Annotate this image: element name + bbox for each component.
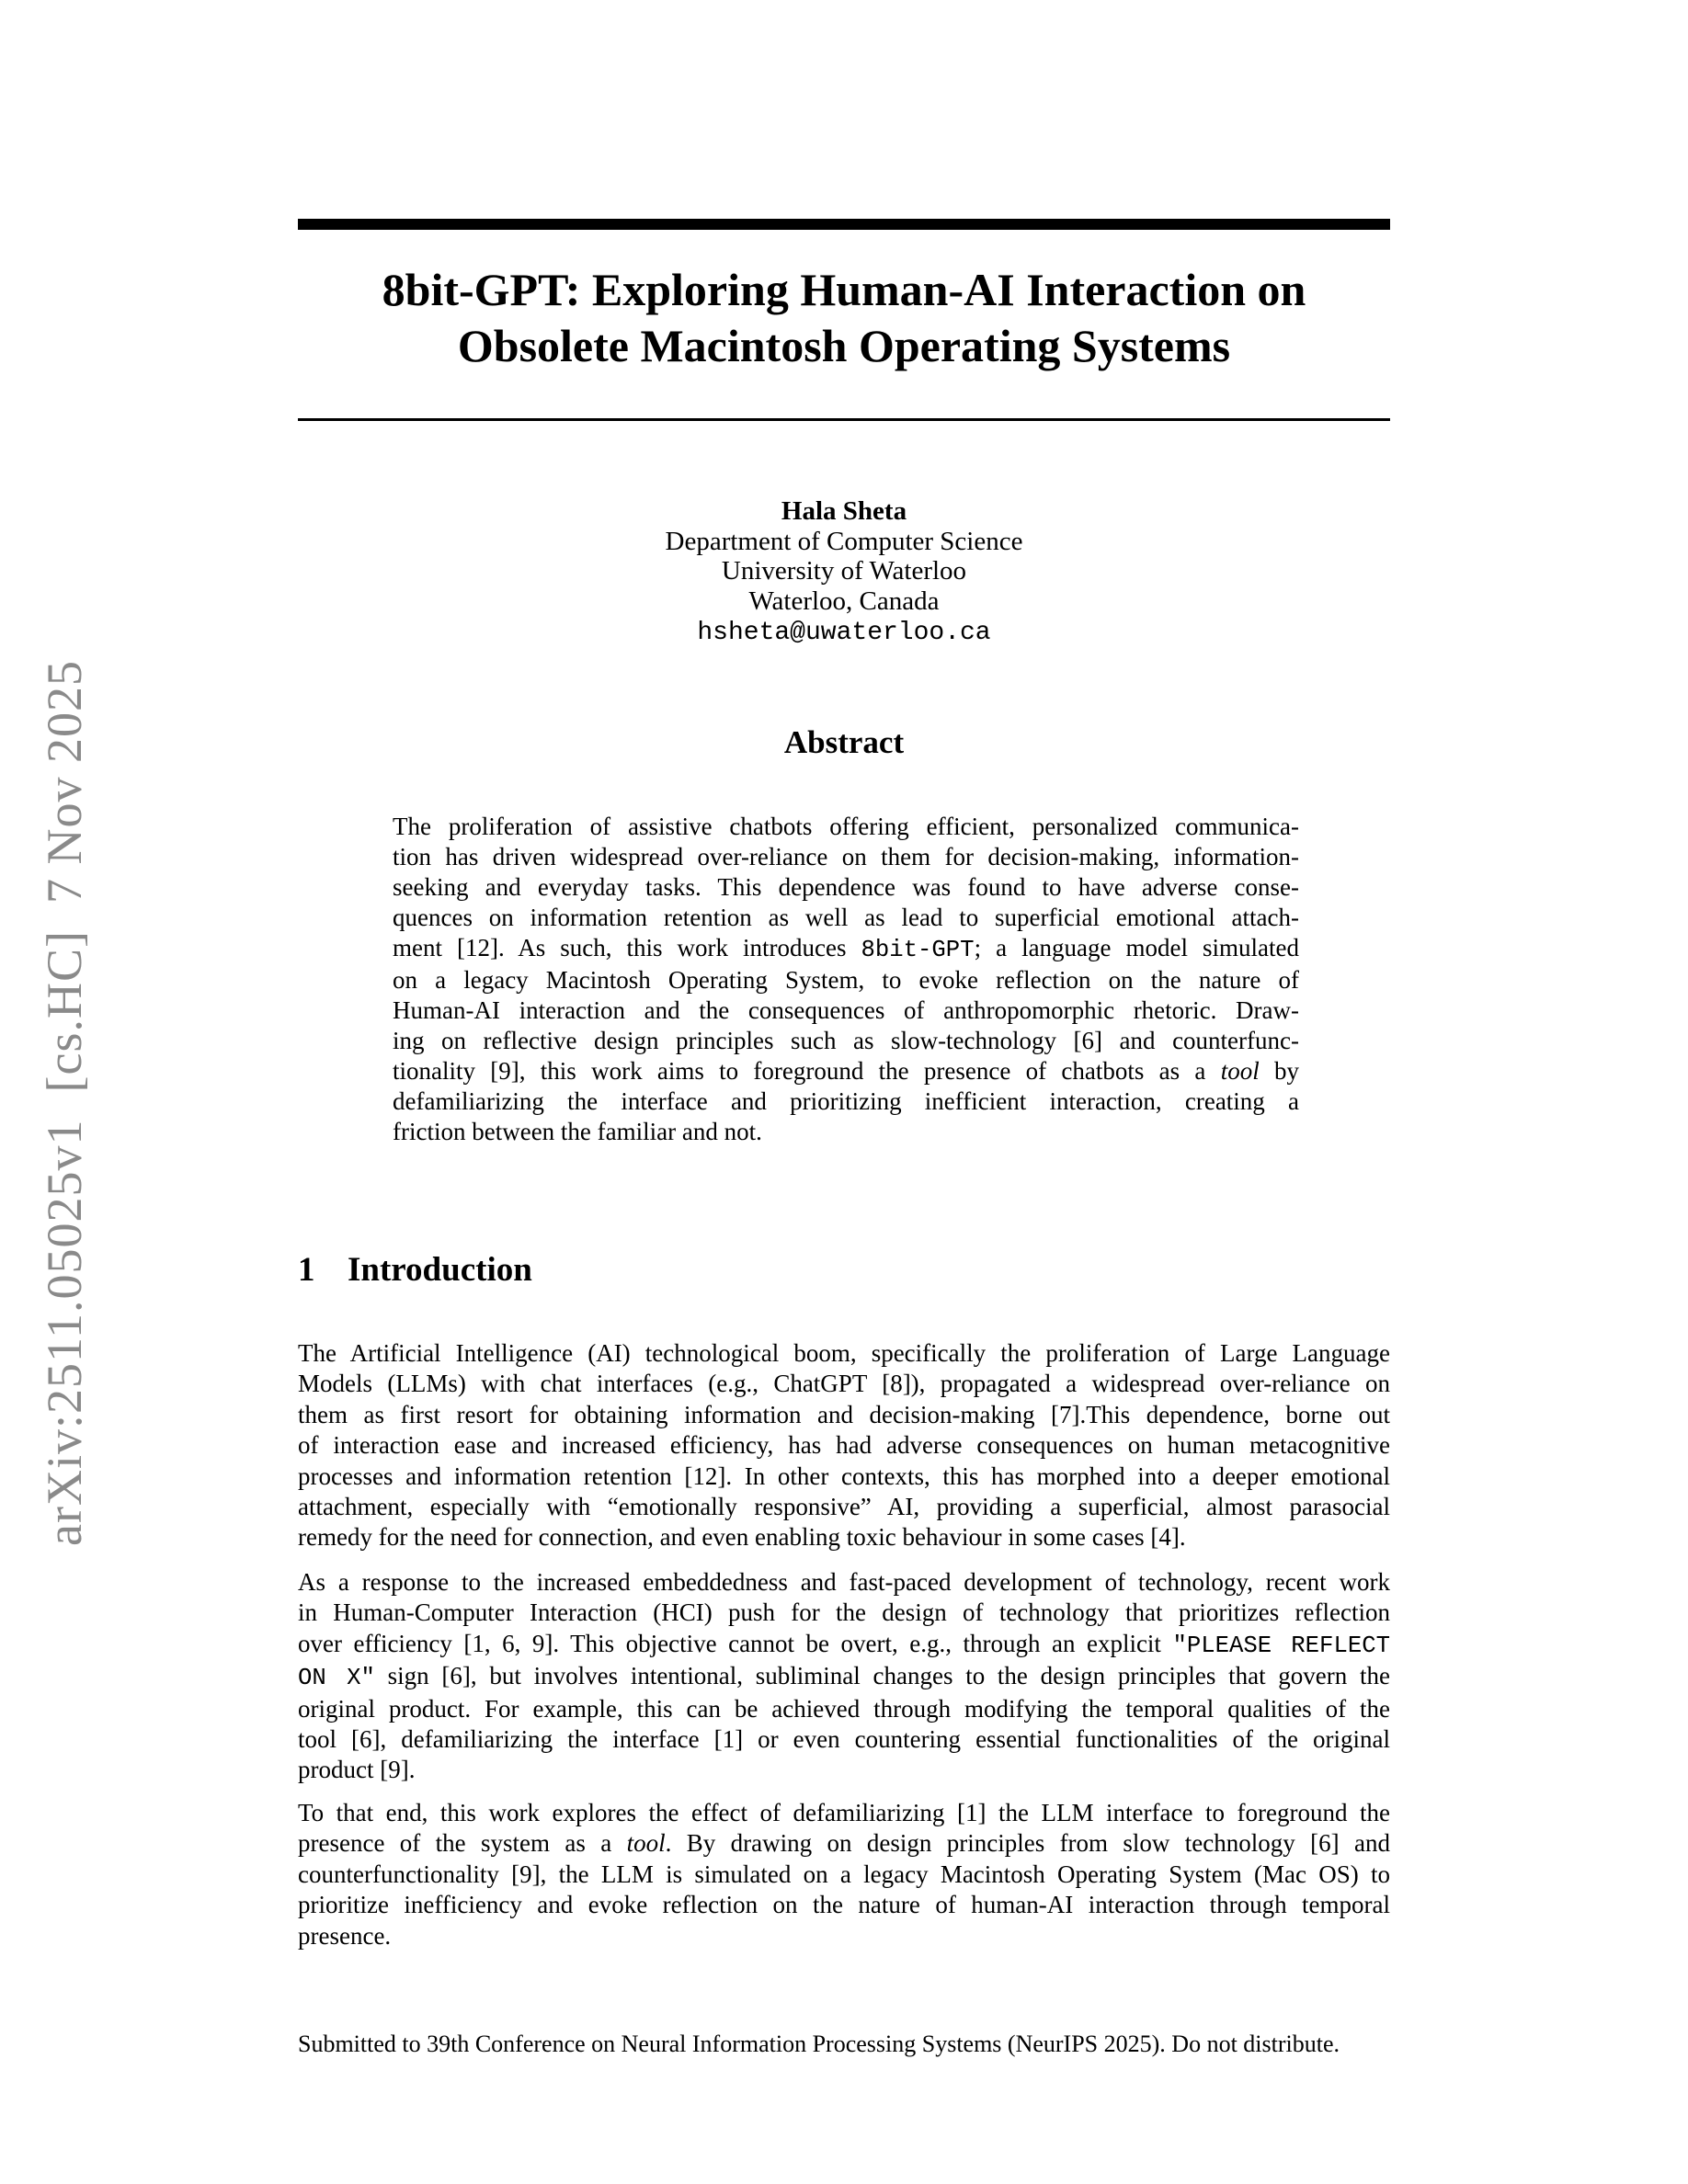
- paper-title-line2: Obsolete Macintosh Operating Systems: [457, 320, 1231, 371]
- text-line: processes and information retention [12]. In other contexts, this has morphed into a deeper emotional: [298, 1462, 1390, 1490]
- text-line: The Artificial Intelligence (AI) technological boom, specifically the proliferation of Large Language: [298, 1339, 1390, 1367]
- text-line: tion has driven widespread over-reliance on them for decision-making, information-: [393, 843, 1299, 870]
- text-line: in Human-Computer Interaction (HCI) push for the design of technology that prioritizes reflection: [298, 1598, 1390, 1627]
- title-rule-bottom: [298, 418, 1390, 421]
- text-line: ON X" sign [6], but involves intentional, subliminal changes to the design principles that govern the: [298, 1662, 1390, 1692]
- text-line: on a legacy Macintosh Operating System, to evoke reflection on the nature of: [393, 966, 1299, 994]
- author-department: Department of Computer Science: [665, 526, 1023, 556]
- text-line: prioritize inefficiency and evoke reflection on the nature of human-AI interaction through temporal: [298, 1891, 1390, 1919]
- text-line: remedy for the need for connection, and even enabling toxic behaviour in some cases [4].: [298, 1523, 1186, 1552]
- text-line: original product. For example, this can be achieved through modifying the temporal qualities of the: [298, 1694, 1390, 1723]
- section-heading-introduction: [298, 1250, 1390, 1290]
- author-block: [298, 496, 1390, 649]
- text-line: friction between the familiar and not.: [393, 1118, 762, 1145]
- text-line: The proliferation of assistive chatbots offering efficient, personalized communica-: [393, 813, 1299, 840]
- author-university: University of Waterloo: [721, 556, 967, 586]
- paper-title-line1: 8bit-GPT: Exploring Human-AI Interaction on: [382, 264, 1306, 315]
- text-line: of interaction ease and increased efficiency, has had adverse consequences on human metacognitive: [298, 1431, 1390, 1460]
- text-line: attachment, especially with “emotionally responsive” AI, providing a superficial, almost parasocial: [298, 1493, 1390, 1521]
- section-number: 1: [298, 1251, 315, 1289]
- text-line: tionality [9], this work aims to foreground the presence of chatbots as a tool by: [393, 1057, 1299, 1085]
- author-email: hsheta@uwaterloo.ca: [697, 619, 991, 647]
- author-name: Hala Sheta: [781, 496, 907, 526]
- text-line: over efficiency [1, 6, 9]. This objective cannot be overt, e.g., through an explicit "PLEASE REFLECT: [298, 1629, 1390, 1659]
- paper-title: [298, 262, 1390, 374]
- text-line: them as first resort for obtaining information and decision-making [7].This dependence, borne out: [298, 1400, 1390, 1428]
- author-location: Waterloo, Canada: [748, 586, 940, 616]
- text-line: ing on reflective design principles such as slow-technology [6] and counterfunc-: [393, 1027, 1299, 1054]
- text-line: quences on information retention as well as lead to superficial emotional attach-: [393, 904, 1299, 931]
- text-line: seeking and everyday tasks. This dependence was found to have adverse conse-: [393, 873, 1299, 901]
- text-line: presence of the system as a tool. By drawing on design principles from slow technology [6] and: [298, 1829, 1390, 1858]
- text-line: tool [6], defamiliarizing the interface [1] or even countering essential functionalities of the original: [298, 1725, 1390, 1754]
- text-line: defamiliarizing the interface and prioritizing inefficient interaction, creating a: [393, 1087, 1299, 1115]
- text-line: product [9].: [298, 1756, 416, 1784]
- section-title: Introduction: [348, 1251, 532, 1289]
- text-line: counterfunctionality [9], the LLM is simulated on a legacy Macintosh Operating System (Mac OS) to: [298, 1860, 1390, 1888]
- text-line: Models (LLMs) with chat interfaces (e.g., ChatGPT [8]), propagated a widespread over-reliance on: [298, 1370, 1390, 1398]
- title-rule-top: [298, 219, 1390, 230]
- submission-notice: Submitted to 39th Conference on Neural Information Processing Systems (NeurIPS 2025). Do not distribute.: [298, 2030, 1340, 2057]
- intro-paragraph-3: [298, 1798, 1390, 1951]
- intro-paragraph-2: [298, 1567, 1390, 1786]
- text-line: Human-AI interaction and the consequences of anthropomorphic rhetoric. Draw-: [393, 996, 1299, 1024]
- intro-paragraph-1: [298, 1338, 1390, 1553]
- text-line: ment [12]. As such, this work introduces 8bit-GPT; a language model simulated: [393, 934, 1299, 963]
- text-line: presence.: [298, 1921, 392, 1950]
- text-line: To that end, this work explores the effect of defamiliarizing [1] the LLM interface to foreground the: [298, 1799, 1390, 1826]
- arxiv-watermark: arXiv:2511.05025v1 [cs.HC] 7 Nov 2025: [37, 660, 92, 1546]
- abstract-heading: Abstract: [783, 724, 905, 760]
- abstract-text: [393, 812, 1299, 1147]
- text-line: As a response to the increased embeddedness and fast-paced development of technology, recent work: [298, 1568, 1390, 1596]
